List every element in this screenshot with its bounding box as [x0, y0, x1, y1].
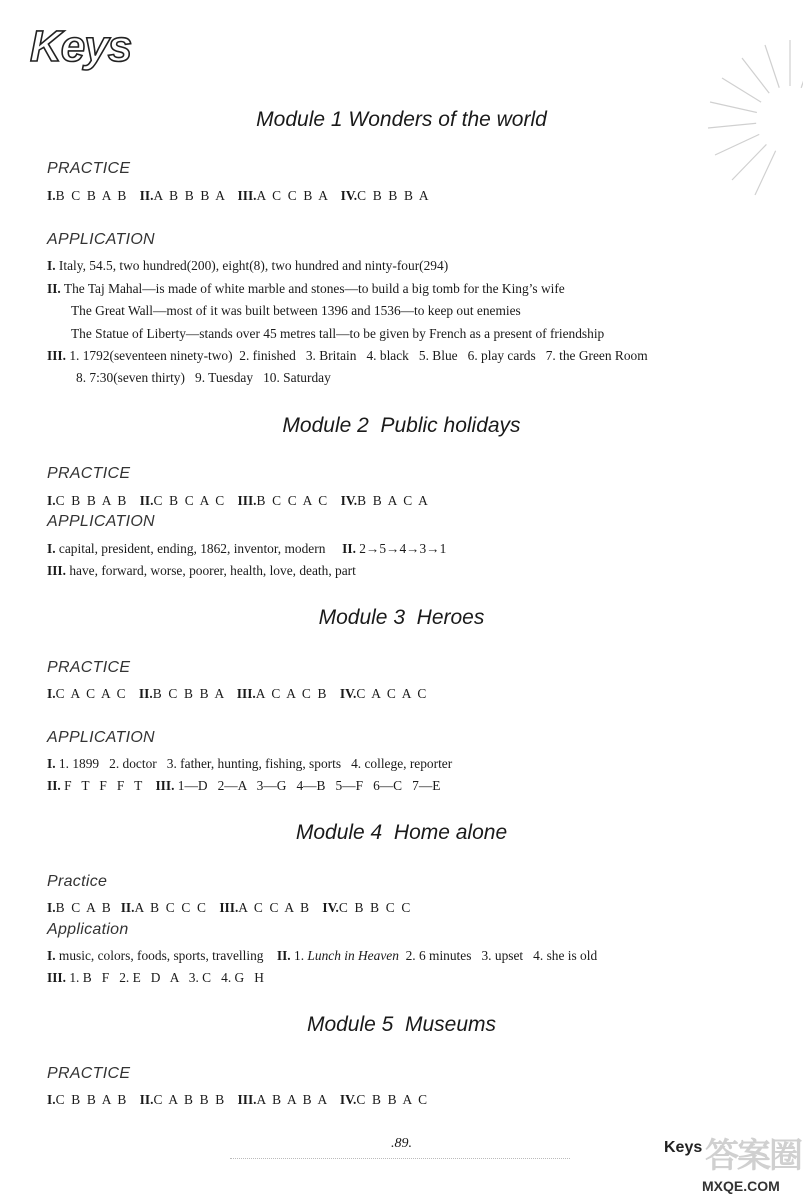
m1-app-III-1: III. 1. 1792(seventeen ninety-two) 2. finished 3. Britain 4. black 5. Blue 6. play cards 7. the Green Room — [47, 348, 648, 363]
m1-application-label: APPLICATION — [47, 231, 155, 248]
page-number: .89. — [391, 1136, 412, 1151]
m2-application-label: APPLICATION — [47, 513, 155, 530]
module-1-title: Module 1 Wonders of the world — [256, 108, 547, 131]
watermark-logo: 答案圈 — [705, 1137, 801, 1175]
m1-app-II-3: The Statue of Liberty—stands over 45 metres tall—to be given by French as a present of friendship — [71, 326, 605, 341]
m2-practice-label: PRACTICE — [47, 465, 131, 482]
m3-app-I: I. 1. 1899 2. doctor 3. father, hunting, fishing, sports 4. college, reporter — [47, 756, 453, 771]
m1-app-II-2: The Great Wall—most of it was built between 1396 and 1536—to keep out enemies — [71, 303, 521, 318]
keys-logo: Keys — [30, 22, 132, 71]
module-3-title: Module 3 Heroes — [318, 606, 485, 629]
m2-app-III: III. have, forward, worse, poorer, health, love, death, part — [47, 563, 356, 578]
m3-practice-answers: I.C A C A C II.B C B B A III.A C A C B IV.C A C A C — [47, 686, 427, 701]
m3-application-label: APPLICATION — [47, 729, 155, 746]
m3-app-II-III: II. F T F F T III. 1—D 2—A 3—G 4—B 5—F 6—C 7—E — [47, 778, 441, 793]
module-2-title: Module 2 Public holidays — [282, 414, 521, 437]
m1-app-III-2: 8. 7:30(seven thirty) 9. Tuesday 10. Saturday — [76, 370, 331, 385]
m5-practice-label: PRACTICE — [47, 1065, 131, 1082]
m1-app-I: I. Italy, 54.5, two hundred(200), eight(8), two hundred and ninty-four(294) — [47, 258, 449, 273]
m5-practice-answers: I.C B B A B II.C A B B B III.A B A B A IV.C B B A C — [47, 1092, 428, 1107]
m4-practice-answers: I.B C A B II.A B C C C III.A C C A B IV.C B B C C — [47, 900, 411, 915]
m1-practice-label: PRACTICE — [47, 160, 131, 177]
m1-practice-answers: I.B C B A B II.A B B B A III.A C C B A IV.C B B B A — [47, 188, 429, 203]
m2-practice-answers: I.C B B A B II.C B C A C III.B C C A C IV.B B A C A — [47, 493, 428, 508]
module-5-title: Module 5 Museums — [306, 1013, 497, 1036]
m4-app-I-II: I. music, colors, foods, sports, travelling II. 1. Lunch in Heaven 2. 6 minutes 3. upset 4. she is old — [47, 948, 598, 963]
footer-keys-label: Keys — [664, 1139, 703, 1156]
m4-app-III: III. 1. B F 2. E D A 3. C 4. G H — [47, 970, 264, 985]
m4-application-label: Application — [47, 921, 129, 938]
module-4-title: Module 4 Home alone — [295, 821, 508, 844]
watermark-url: MXQE.COM — [702, 1178, 780, 1194]
m3-practice-label: PRACTICE — [47, 659, 131, 676]
m2-app-I-II: I. capital, president, ending, 1862, inventor, modern II. 2→5→4→3→1 — [47, 541, 447, 556]
footer-dotted-rule — [230, 1158, 570, 1160]
m1-app-II-1: II. The Taj Mahal—is made of white marble and stones—to build a big tomb for the King’s wife — [47, 281, 565, 296]
m4-practice-label: Practice — [47, 873, 108, 890]
